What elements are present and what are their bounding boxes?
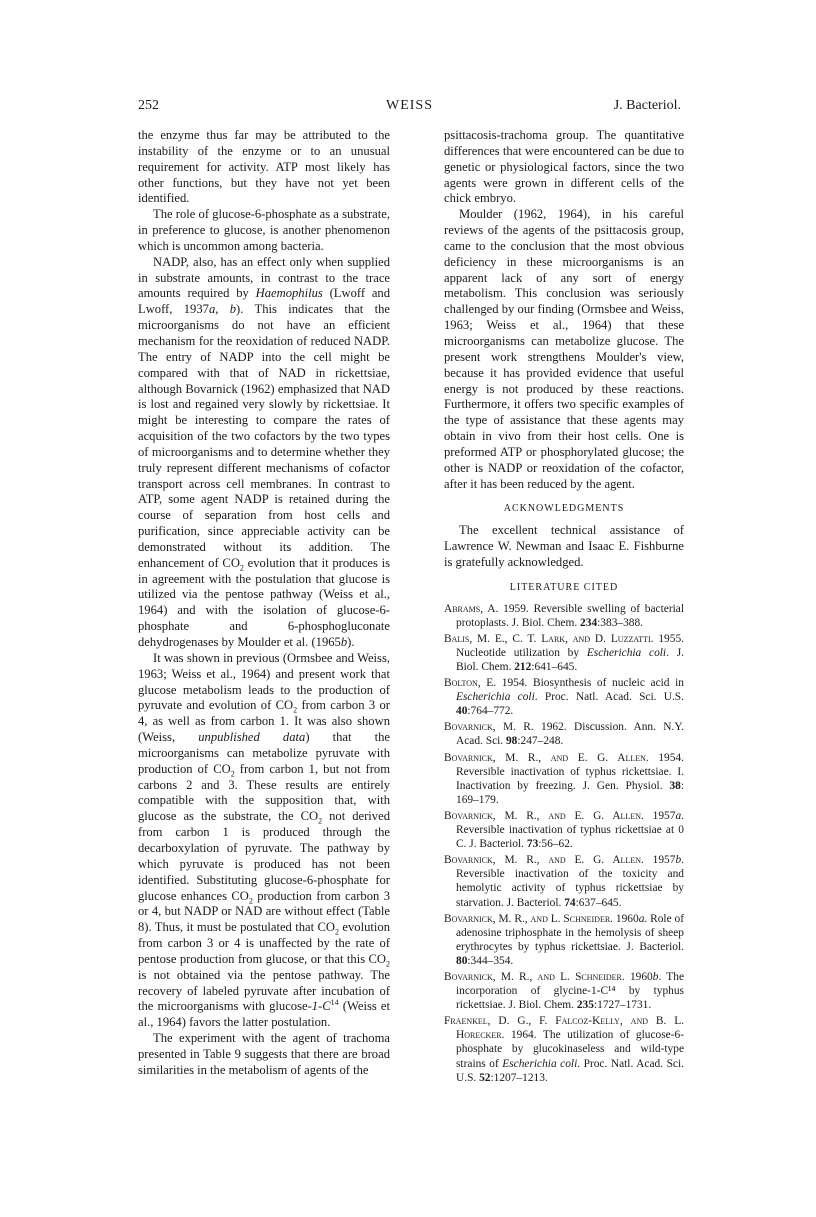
literature-heading: LITERATURE CITED bbox=[509, 581, 619, 593]
running-author: WEISS bbox=[386, 98, 433, 113]
reference-item: Fraenkel, D. G., F. Falcoz-Kelly, and B. L. Horecker. 1964. The utilization of glucose-6-phosphate by glucokinaseless and wild-type strains of Escherichia coli. Proc. Natl. Acad. Sci. U.S. 52:1207–1213. bbox=[444, 1015, 684, 1084]
reference-item: Bovarnick, M. R., and E. G. Allen. 1957a. Reversible inactivation of typhus rickettsiae at 0 C. J. Bacteriol. 73:56–62. bbox=[444, 809, 684, 851]
journal-name: J. Bacteriol. bbox=[613, 98, 681, 113]
right-column bbox=[444, 128, 684, 1087]
acknowledgments-text: The excellent technical assistance of Lawrence W. Newman and Isaac E. Fishburne is gratefully acknowledged. bbox=[444, 523, 684, 569]
paragraph: the enzyme thus far may be attributed to the instability of the enzyme or to an unusual requirement for activity. ATP most likely has other functions, but they have not yet been identified. bbox=[138, 128, 390, 206]
paragraph: Moulder (1962, 1964), in his careful reviews of the agents of the psittacosis group, came to the conclusion that the most obvious deficiency in these microorganisms is an apparent lack of any sort of energy metabolism. This conclusion was seriously challenged by our finding (Ormsbee and Weiss, 1963; Weiss et al., 1964) that these microorganisms can metabolize glucose. The present work strengthens Moulder's view, because it has provided evidence that useful energy is not produced by these reactions. Furthermore, it offers two specific examples of the type of assistance that these agents may obtain in vivo from their host cells. One is preformed ATP or phosphorylated glucose; the other is NADP or reoxidation of the cofactor, after it has been reduced by the agent. bbox=[444, 207, 684, 491]
reference-item: Bovarnick, M. R. 1962. Discussion. Ann. N.Y. Acad. Sci. 98:247–248. bbox=[444, 721, 684, 748]
reference-item: Bolton, E. 1954. Biosynthesis of nucleic acid in Escherichia coli. Proc. Natl. Acad. Sci. U.S. 40:764–772. bbox=[444, 677, 685, 718]
paragraph: psittacosis-trachoma group. The quantitative differences that were encountered can be due to genetic or physiological factors, since the two agents were grown in different cells of the chick embryo. bbox=[444, 128, 684, 206]
reference-item: Bovarnick, M. R., and L. Schneider. 1960a. Role of adenosine triphosphate in the hemolysis of sheep erythrocytes by typhus rickettsiae. J. Bacteriol. 80:344–354. bbox=[444, 912, 685, 967]
reference-item: Bovarnick, M. R., and E. G. Allen. 1957b. Reversible inactivation of the toxicity and hemolytic activity of typhus rickettsiae by starvation. J. Bacteriol. 74:637–645. bbox=[444, 854, 684, 909]
page-number: 252 bbox=[138, 98, 159, 113]
reference-item: Bovarnick, M. R., and L. Schneider. 1960b. The incorporation of glycine-1-C¹⁴ by typhus rickettsiae. J. Biol. Chem. 235:1727–1731. bbox=[444, 970, 684, 1012]
paragraph: NADP, also, has an effect only when supplied in substrate amounts, in contrast to the trace amounts required by Haemophilus (Lwoff and Lwoff, 1937a, b). This indicates that the microorganisms do not have an efficient mechanism for the reoxidation of reduced NADP. The entry of NADP into the cell might be compared with that of NAD in rickettsiae, although Bovarnick (1962) emphasized that NAD is lost and regained very slowly by rickettsiae. It might be interesting to compare the rates of acquisition of the two cofactors by the two types of microorganisms and to determine whether they truly represent different mechanisms of cofactor transport across cell membranes. In contrast to ATP, some agent NADP is retained during the course of separation from host cells and purification, since appreciable activity can be demonstrated without its addition. The enhancement of $CO_2$ evolution that it produces is in agreement with the postulation that glucose is utilized via the pentose pathway (Weiss et al., 1964) and with the isolation of glucose-6-phosphate and 6-phosphogluconate dehydrogenases by Moulder et al. (1965b). bbox=[138, 254, 391, 649]
paragraph: The role of glucose-6-phosphate as a substrate, in preference to glucose, is another phenomenon which is uncommon among bacteria. bbox=[138, 207, 390, 253]
left-column bbox=[138, 128, 390, 1079]
reference-item: Abrams, A. 1959. Reversible swelling of bacterial protoplasts. J. Biol. Chem. 234:383–388. bbox=[444, 602, 684, 629]
paragraph: It was shown in previous (Ormsbee and Weiss, 1963; Weiss et al., 1964) and present work that glucose metabolism leads to the production of pyruvate and evolution of $CO_2$ from carbon 3 or 4, as well as from carbon 1. It was also shown (Weiss, unpublished data) that the microorganisms can metabolize pyruvate with production of $CO_2$ from carbon 1, but not from carbons 2 and 3. These results are entirely compatible with the supposition that, with glucose as the substrate, the $CO_2$ not derived from carbon 1 is produced through the decarboxylation of pyruvate. The pathway by which pyruvate is produced has not been identified. Substituting glucose-6-phosphate for glucose enhances $CO_2$ production from carbon 3 or 4, but NADP or NAD are without effect (Table 8). Thus, it must be postulated that $CO_2$ evolution from carbon 3 or 4 is unaffected by the rate of pentose production from glucose, or that this $CO_2$ is not obtained via the pentose pathway. The recovery of labeled pyruvate after incubation of the microorganisms with glucose-$1-C^{14}$ (Weiss et al., 1964) favors the latter postulation. bbox=[138, 650, 391, 1030]
reference-list bbox=[444, 602, 684, 1085]
acknowledgments-heading: ACKNOWLEDGMENTS bbox=[503, 503, 625, 515]
reference-item: Bovarnick, M. R., and E. G. Allen. 1954. Reversible inactivation of typhus rickettsiae. I. Inactivation by freezing. J. Gen. Physiol. 38: 169–179. bbox=[444, 751, 684, 806]
paragraph: The experiment with the agent of trachoma presented in Table 9 suggests that there are broad similarities in the metabolism of agents of the bbox=[138, 1031, 390, 1077]
page-header bbox=[138, 98, 681, 120]
reference-item: Balis, M. E., C. T. Lark, and D. Luzzatti. 1955. Nucleotide utilization by Escherichia coli. J. Biol. Chem. 212:641–645. bbox=[444, 632, 684, 673]
